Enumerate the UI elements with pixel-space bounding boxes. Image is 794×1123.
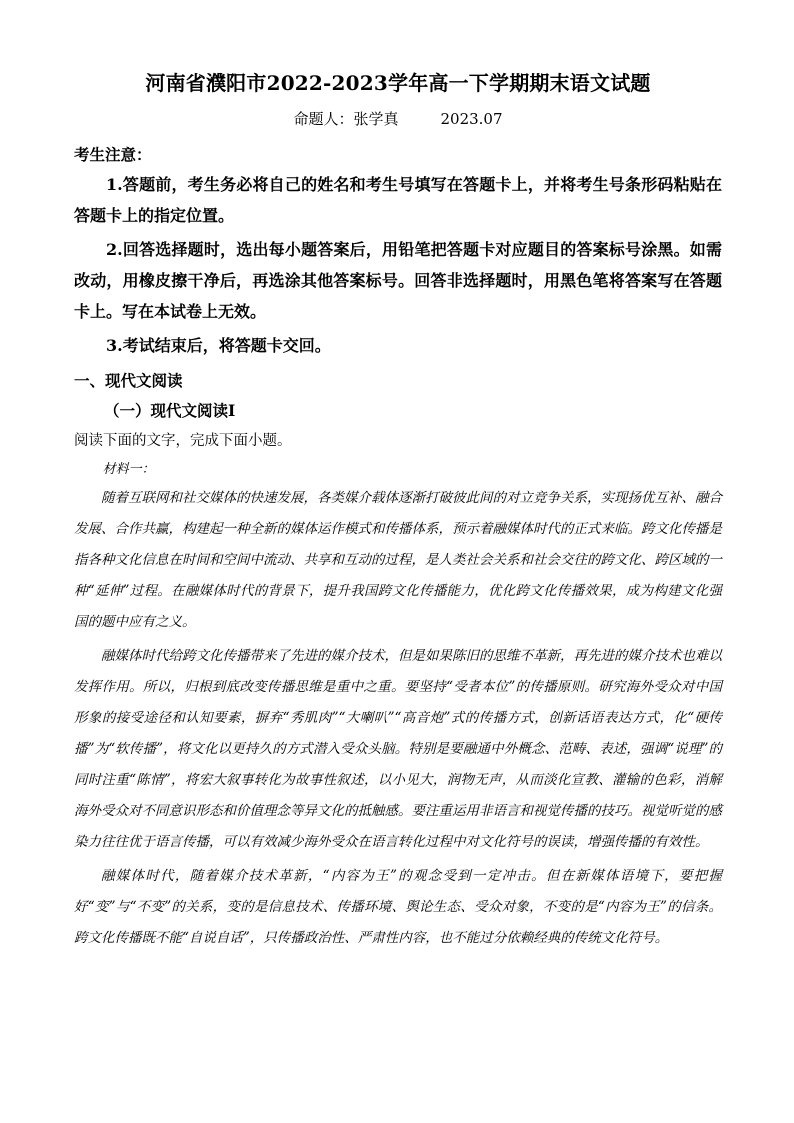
- notice-item-1: 1.答题前，考生务必将自己的姓名和考生号填写在答题卡上，并将考生号条形码粘贴在答题卡上的指定位置。: [74, 175, 722, 225]
- material-label: 材料一：: [102, 462, 155, 477]
- exam-date: 2023.07: [440, 110, 503, 128]
- reading-instruction: 阅读下面的文字，完成下面小题。: [74, 433, 292, 449]
- material-paragraph-1: 随着互联网和社交媒体的快速发展，各类媒介载体逐渐打破彼此间的对立竞争关系，实现扬优互补、融合发展、合作共赢，构建起一种全新的媒体运作模式和传播体系，预示着融媒体时代的正式来临。跨文化传播是指各种文化信息在时间和空间中流动、共享和互动的过程，是人类社会关系和社会交往的跨文化、跨区域的一种“延伸”过程。在融媒体时代的背景下，提升我国跨文化传播能力，优化跨文化传播效果，成为构建文化强国的题中应有之义。: [74, 490, 722, 630]
- author-label: 命题人：张学真: [293, 110, 399, 128]
- document-title: 河南省濮阳市2022-2023学年高一下学期期末语文试题: [145, 71, 651, 95]
- material-paragraph-2: 融媒体时代给跨文化传播带来了先进的媒介技术，但是如果陈旧的思维不革新，再先进的媒介技术也难以发挥作用。所以，归根到底改变传播思维是重中之重。要坚持“受者本位”的传播原则。研究海外受众对中国形象的接受途径和认知要素，摒弃“秀肌肉”“大喇叭”“高音炮”式的传播方式，创新话语表达方式，化“硬传播”为“软传播”，将文化以更持久的方式潜入受众头脑。特别是要融通中外概念、范畴、表述，强调“说理”的同时注重“陈情”，将宏大叙事转化为故事性叙述，以小见大，润物无声，从而淡化宣教、灌输的色彩，消解海外受众对不同意识形态和价值理念等异文化的抵触感。要注重运用非语言和视觉传播的技巧。视觉听觉的感染力往往优于语言传播，可以有效减少海外受众在语言转化过程中对文化符号的误读，增强传播的有效性。: [74, 648, 722, 850]
- material-paragraph-3: 融媒体时代，随着媒介技术革新，“内容为王”的观念受到一定冲击。但在新媒体语境下，要把握好“变”与“不变”的关系，变的是信息技术、传播环境、舆论生态、受众对象，不变的是“内容为王”的信条。跨文化传播既不能“自说自话”，只传播政治性、严肃性内容，也不能过分依赖经典的传统文化符号。: [74, 868, 722, 946]
- byline: [74, 108, 722, 130]
- notice-item-2: 2.回答选择题时，选出每小题答案后，用铅笔把答题卡对应题目的答案标号涂黑。如需改动，用橡皮擦干净后，再选涂其他答案标号。回答非选择题时，用黑色笔将答案写在答题卡上。写在本试卷上无效。: [74, 240, 722, 321]
- section-heading: 一、现代文阅读: [74, 371, 183, 390]
- notice-heading: 考生注意：: [74, 145, 152, 164]
- subsection-heading: （一）现代文阅读Ⅰ: [104, 401, 236, 420]
- notice-item-3: 3.考试结束后，将答题卡交回。: [106, 336, 331, 355]
